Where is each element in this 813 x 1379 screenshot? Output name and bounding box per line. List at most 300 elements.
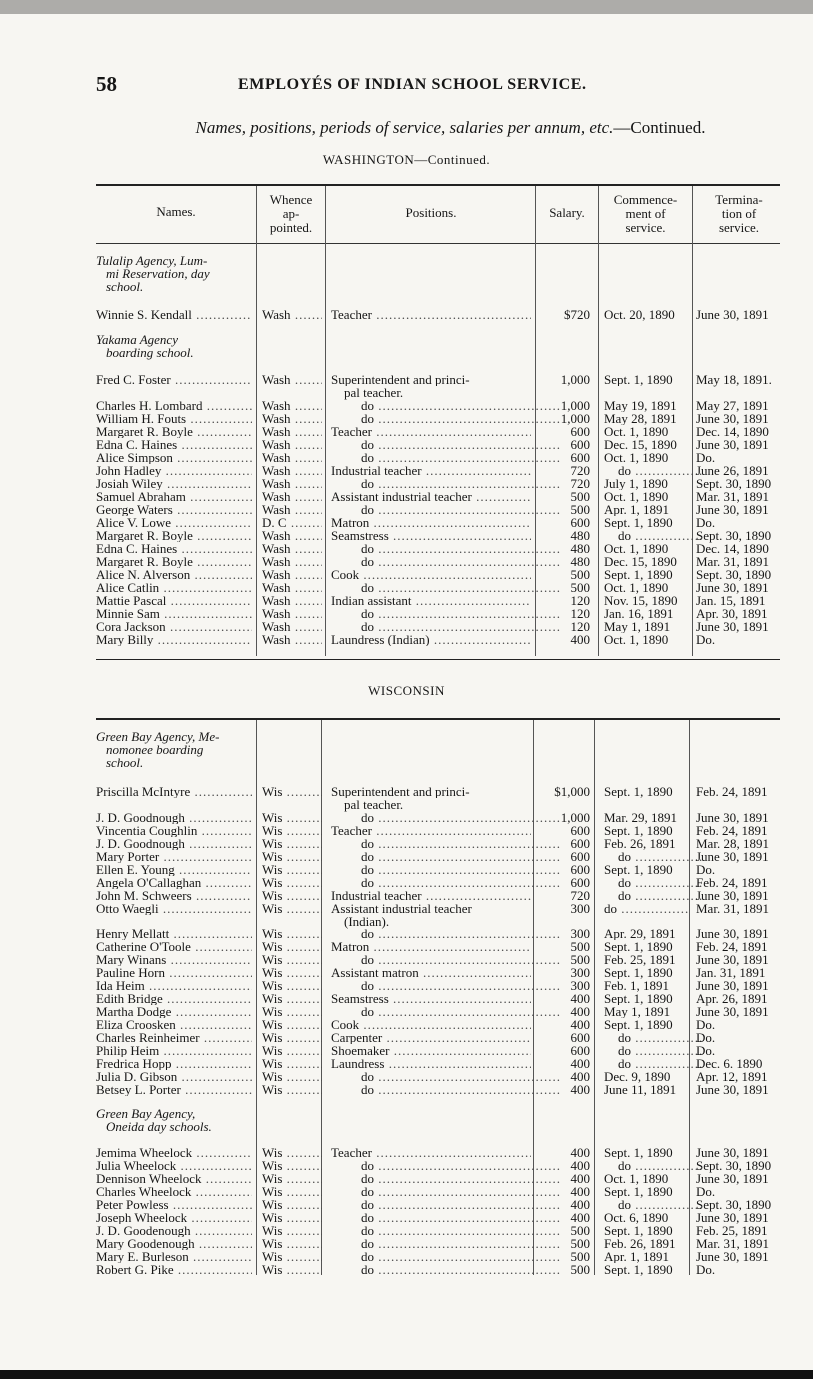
- salary: 500: [570, 502, 590, 517]
- termination-date: June 30, 1891: [696, 1171, 769, 1186]
- termination-date: June 30, 1891: [696, 978, 769, 993]
- table-row: [0, 308, 813, 321]
- table-row: [0, 542, 813, 555]
- whence-appointed: Wis .....: [262, 1031, 322, 1044]
- position: Teacher .....: [331, 1146, 531, 1159]
- salary: 500: [570, 952, 590, 967]
- commencement-date: do .....: [604, 876, 704, 889]
- table-row: [0, 889, 813, 902]
- header-names: Names.: [156, 204, 196, 219]
- table-row: [0, 953, 813, 966]
- group-heading-line: Green Bay Agency,: [96, 1106, 196, 1121]
- commencement-date: Sept. 1, 1890: [604, 966, 673, 979]
- table-row: [0, 464, 813, 477]
- position: do .....: [331, 412, 561, 425]
- position: Assistant industrial teacher: [331, 902, 472, 915]
- employee-name: Mary E. Burleson .....: [96, 1250, 252, 1263]
- header-whence-line: Whence: [269, 192, 313, 207]
- group-heading-yakama: [96, 333, 252, 359]
- employee-name: Minnie Sam .....: [96, 607, 252, 620]
- table-row: [0, 1224, 813, 1237]
- employee-name: Mattie Pascal .....: [96, 594, 252, 607]
- scan-edge-noise: [0, 0, 813, 14]
- table-row: [0, 876, 813, 889]
- employee-name: Fredrica Hopp .....: [96, 1057, 252, 1070]
- salary: 300: [570, 965, 590, 980]
- commencement-date: Sept. 1, 1890: [604, 568, 673, 581]
- table-row: [0, 1211, 813, 1224]
- position: Assistant matron .....: [331, 966, 531, 979]
- whence-appointed: D. C .....: [262, 516, 322, 529]
- position: do .....: [331, 1083, 561, 1096]
- salary: $1,000: [554, 784, 590, 799]
- whence-appointed: Wash .....: [262, 503, 322, 516]
- position: do .....: [331, 1237, 561, 1250]
- position: Teacher .....: [331, 824, 531, 837]
- position: do .....: [331, 503, 561, 516]
- salary: 1,000: [560, 398, 590, 413]
- group-heading-line: Green Bay Agency, Me-: [96, 729, 220, 744]
- position: do .....: [331, 1005, 561, 1018]
- table-row: [0, 927, 813, 940]
- employee-name: Otto Waegli .....: [96, 902, 252, 915]
- whence-appointed: Wis .....: [262, 1172, 322, 1185]
- whence-appointed: Wash .....: [262, 620, 322, 633]
- commencement-date: Sept. 1, 1890: [604, 1224, 673, 1237]
- termination-date: June 30, 1891: [696, 888, 769, 903]
- washington-table-bottom-rule: [96, 659, 780, 660]
- position: do .....: [331, 1070, 561, 1083]
- table-row: [0, 1263, 813, 1276]
- termination-date: Dec. 14, 1890: [696, 424, 769, 439]
- employee-name: Margaret R. Boyle .....: [96, 555, 252, 568]
- salary: 400: [570, 1069, 590, 1084]
- commencement-date: do .....: [604, 889, 704, 902]
- position: Shoemaker .....: [331, 1044, 531, 1057]
- whence-appointed: Wis .....: [262, 1070, 322, 1083]
- salary: 500: [570, 1249, 590, 1264]
- whence-appointed: Wis .....: [262, 902, 322, 915]
- salary: 500: [570, 1223, 590, 1238]
- termination-date: June 30, 1891: [696, 411, 769, 426]
- termination-date: Do.: [696, 1184, 716, 1199]
- termination-date: Feb. 24, 1891: [696, 823, 768, 838]
- employee-name: William H. Fouts .....: [96, 412, 252, 425]
- header-commencement-line: ment of: [625, 206, 666, 221]
- position-continued: pal teacher.: [344, 797, 404, 812]
- employee-name: Philip Heim .....: [96, 1044, 252, 1057]
- salary: 400: [570, 1145, 590, 1160]
- header-termination-line: Termina-: [715, 192, 763, 207]
- whence-appointed: Wash .....: [262, 464, 322, 477]
- whence-appointed: Wash .....: [262, 399, 322, 412]
- table-row: [0, 1185, 813, 1198]
- table-row: [0, 1057, 813, 1070]
- salary: 600: [570, 424, 590, 439]
- table-row: [0, 902, 813, 915]
- salary: 600: [570, 450, 590, 465]
- whence-appointed: Wis .....: [262, 811, 322, 824]
- salary: 480: [570, 554, 590, 569]
- salary: 400: [570, 1171, 590, 1186]
- whence-appointed: Wis .....: [262, 953, 322, 966]
- commencement-date: Apr. 29, 1891: [604, 927, 676, 940]
- position: Seamstress .....: [331, 992, 531, 1005]
- whence-appointed: Wash .....: [262, 555, 322, 568]
- whence-appointed: Wis .....: [262, 1005, 322, 1018]
- table-row: [0, 425, 813, 438]
- commencement-date: Apr. 1, 1891: [604, 1250, 669, 1263]
- group-heading-oneida: [96, 1107, 252, 1133]
- commencement-date: May 1, 1891: [604, 1005, 671, 1018]
- header-positions: Positions.: [405, 205, 457, 220]
- whence-appointed: Wis .....: [262, 992, 322, 1005]
- termination-date: Feb. 24, 1891: [696, 939, 768, 954]
- table-row: [0, 1070, 813, 1083]
- termination-date: Sept. 30, 1890: [696, 1158, 772, 1173]
- table-row: [0, 555, 813, 568]
- termination-date: June 30, 1891: [696, 619, 769, 634]
- whence-appointed: Wash .....: [262, 542, 322, 555]
- commencement-date: Oct. 1, 1890: [604, 425, 669, 438]
- position: Seamstress .....: [331, 529, 531, 542]
- commencement-date: Oct. 1, 1890: [604, 542, 669, 555]
- termination-date: June 30, 1891: [696, 1249, 769, 1264]
- whence-appointed: Wis .....: [262, 850, 322, 863]
- position: Matron .....: [331, 940, 531, 953]
- whence-appointed: Wis .....: [262, 889, 322, 902]
- group-heading-menomonee: [96, 730, 252, 769]
- table-row: [0, 1237, 813, 1250]
- salary: 400: [570, 1184, 590, 1199]
- washington-heading: WASHINGTON—Continued.: [322, 152, 491, 167]
- employee-name: Peter Powless .....: [96, 1198, 252, 1211]
- commencement-date: Nov. 15, 1890: [604, 594, 678, 607]
- termination-date: June 30, 1891: [696, 307, 769, 322]
- employee-name: Samuel Abraham .....: [96, 490, 252, 503]
- termination-date: Sept. 30, 1890: [696, 567, 772, 582]
- whence-appointed: Wis .....: [262, 940, 322, 953]
- commencement-date: Sept. 1, 1890: [604, 940, 673, 953]
- position: do .....: [331, 837, 561, 850]
- employee-name: Vincentia Coughlin .....: [96, 824, 252, 837]
- commencement-date: Sept. 1, 1890: [604, 785, 673, 798]
- wisconsin-table-top-rule: [96, 718, 780, 720]
- termination-date: Sept. 30, 1890: [696, 476, 772, 491]
- employee-name: Angela O'Callaghan .....: [96, 876, 252, 889]
- table-row: [0, 785, 813, 798]
- position: do .....: [331, 1211, 561, 1224]
- table-row: [0, 1083, 813, 1096]
- table-row: [0, 863, 813, 876]
- table-row: [0, 824, 813, 837]
- employee-name: Alice N. Alverson .....: [96, 568, 252, 581]
- whence-appointed: Wash .....: [262, 607, 322, 620]
- termination-date: Sept. 30, 1890: [696, 1197, 772, 1212]
- termination-date: Mar. 31, 1891: [696, 1236, 769, 1251]
- scan-bottom-edge: [0, 1370, 813, 1379]
- commencement-date: July 1, 1890: [604, 477, 668, 490]
- employee-name: Julia Wheelock .....: [96, 1159, 252, 1172]
- termination-date: Do.: [696, 1262, 716, 1277]
- header-termination: [693, 193, 785, 235]
- commencement-date: do .....: [604, 1198, 704, 1211]
- commencement-date: May 19, 1891: [604, 399, 677, 412]
- position: do .....: [331, 607, 561, 620]
- whence-appointed: Wis .....: [262, 1044, 322, 1057]
- whence-appointed: Wash .....: [262, 581, 322, 594]
- subtitle-italic: Names, positions, periods of service, salaries per annum, etc.: [195, 118, 614, 137]
- commencement-date: do .....: [604, 1044, 704, 1057]
- termination-date: June 30, 1891: [696, 849, 769, 864]
- table-row: [0, 594, 813, 607]
- employee-name: Josiah Wiley .....: [96, 477, 252, 490]
- position: do .....: [331, 1250, 561, 1263]
- commencement-date: Oct. 20, 1890: [604, 308, 675, 321]
- salary: 600: [570, 862, 590, 877]
- termination-date: Mar. 31, 1891: [696, 901, 769, 916]
- whence-appointed: Wis .....: [262, 979, 322, 992]
- commencement-date: do .....: [604, 1159, 704, 1172]
- termination-date: Feb. 24, 1891: [696, 784, 768, 799]
- commencement-date: Sept. 1, 1890: [604, 373, 673, 386]
- whence-appointed: Wash .....: [262, 633, 322, 646]
- salary: 1,000: [560, 411, 590, 426]
- whence-appointed: Wash .....: [262, 490, 322, 503]
- whence-appointed: Wis .....: [262, 1159, 322, 1172]
- employee-name: J. D. Goodenough .....: [96, 1224, 252, 1237]
- employee-name: Ida Heim .....: [96, 979, 252, 992]
- whence-appointed: Wash .....: [262, 568, 322, 581]
- whence-appointed: Wis .....: [262, 876, 322, 889]
- table-row: [0, 1159, 813, 1172]
- employee-name: Martha Dodge .....: [96, 1005, 252, 1018]
- termination-date: Do.: [696, 632, 716, 647]
- position: Assistant industrial teacher .....: [331, 490, 531, 503]
- position: Laundress (Indian) .....: [331, 633, 531, 646]
- termination-date: June 30, 1891: [696, 580, 769, 595]
- employee-name: Eliza Croosken .....: [96, 1018, 252, 1031]
- employee-name: Catherine O'Toole .....: [96, 940, 252, 953]
- salary: 1,000: [560, 810, 590, 825]
- salary: 300: [570, 978, 590, 993]
- position: do .....: [331, 927, 561, 940]
- whence-appointed: Wash .....: [262, 412, 322, 425]
- position: Cook .....: [331, 1018, 531, 1031]
- termination-date: Sept. 30, 1890: [696, 528, 772, 543]
- whence-appointed: Wis .....: [262, 1211, 322, 1224]
- salary: 1,000: [560, 372, 590, 387]
- commencement-date: Dec. 9, 1890: [604, 1070, 671, 1083]
- table-row: [0, 373, 813, 386]
- commencement-date: Sept. 1, 1890: [604, 1263, 673, 1276]
- table-row: [0, 940, 813, 953]
- page-title: EMPLOYÉS OF INDIAN SCHOOL SERVICE.: [238, 76, 587, 93]
- table-row: [0, 412, 813, 425]
- position: do .....: [331, 1185, 561, 1198]
- position: Teacher .....: [331, 308, 531, 321]
- employee-name: Pauline Horn .....: [96, 966, 252, 979]
- table-row: [0, 399, 813, 412]
- table-row: [0, 979, 813, 992]
- position-continued: pal teacher.: [344, 385, 404, 400]
- termination-date: Jan. 31, 1891: [696, 965, 766, 980]
- position: do .....: [331, 1263, 561, 1276]
- whence-appointed: Wash .....: [262, 594, 322, 607]
- table-row: [0, 451, 813, 464]
- whence-appointed: Wash .....: [262, 529, 322, 542]
- whence-appointed: Wash .....: [262, 438, 322, 451]
- whence-appointed: Wash .....: [262, 373, 322, 386]
- position: do .....: [331, 863, 561, 876]
- salary: 500: [570, 1236, 590, 1251]
- employee-name: Betsey L. Porter .....: [96, 1083, 252, 1096]
- header-commencement-line: Commence-: [613, 192, 678, 207]
- termination-date: Do.: [696, 1043, 716, 1058]
- table-row: [0, 837, 813, 850]
- employee-name: Cora Jackson .....: [96, 620, 252, 633]
- whence-appointed: Wis .....: [262, 1250, 322, 1263]
- termination-date: Apr. 30, 1891: [696, 606, 768, 621]
- employee-name: John Hadley .....: [96, 464, 252, 477]
- whence-appointed: Wis .....: [262, 966, 322, 979]
- position: Laundress .....: [331, 1057, 531, 1070]
- whence-appointed: Wash .....: [262, 451, 322, 464]
- position: do .....: [331, 1224, 561, 1237]
- position: do .....: [331, 811, 561, 824]
- position: Superintendent and princi-: [331, 785, 470, 798]
- position: Cook .....: [331, 568, 531, 581]
- termination-date: Mar. 31, 1891: [696, 489, 769, 504]
- salary: 600: [570, 1043, 590, 1058]
- commencement-date: do .....: [604, 529, 704, 542]
- salary: 500: [570, 489, 590, 504]
- commencement-date: Dec. 15, 1890: [604, 555, 677, 568]
- termination-date: Dec. 14, 1890: [696, 541, 769, 556]
- salary: 600: [570, 437, 590, 452]
- group-heading-line: mi Reservation, day: [106, 266, 210, 281]
- whence-appointed: Wis .....: [262, 1198, 322, 1211]
- table-row: [0, 992, 813, 1005]
- table-row: [0, 568, 813, 581]
- salary: 400: [570, 1197, 590, 1212]
- termination-date: June 30, 1891: [696, 810, 769, 825]
- position: do .....: [331, 979, 561, 992]
- employee-name: Alice V. Lowe .....: [96, 516, 252, 529]
- position: Matron .....: [331, 516, 531, 529]
- table-row: [0, 477, 813, 490]
- group-heading-line: Yakama Agency: [96, 332, 178, 347]
- termination-date: May 18, 1891.: [696, 372, 772, 387]
- position: do .....: [331, 1198, 561, 1211]
- salary: 720: [570, 463, 590, 478]
- salary: 120: [570, 619, 590, 634]
- position: Teacher .....: [331, 425, 531, 438]
- employee-name: Alice Catlin .....: [96, 581, 252, 594]
- commencement-date: do .....: [604, 464, 704, 477]
- employee-name: Mary Porter .....: [96, 850, 252, 863]
- employee-name: George Waters .....: [96, 503, 252, 516]
- commencement-date: Oct. 1, 1890: [604, 633, 669, 646]
- employee-name: Julia D. Gibson .....: [96, 1070, 252, 1083]
- salary: 480: [570, 541, 590, 556]
- salary: 480: [570, 528, 590, 543]
- termination-date: Do.: [696, 515, 716, 530]
- commencement-date: June 11, 1891: [604, 1083, 677, 1096]
- employee-name: Dennison Wheelock .....: [96, 1172, 252, 1185]
- table-row: [0, 503, 813, 516]
- commencement-date: Sept. 1, 1890: [604, 516, 673, 529]
- table-row: [0, 1031, 813, 1044]
- commencement-date: Jan. 16, 1891: [604, 607, 674, 620]
- termination-date: Jan. 15, 1891: [696, 593, 766, 608]
- employee-name: Ellen E. Young .....: [96, 863, 252, 876]
- header-whence: [257, 193, 325, 235]
- commencement-date: Feb. 26, 1891: [604, 1237, 676, 1250]
- termination-date: June 30, 1891: [696, 1082, 769, 1097]
- commencement-date: Sept. 1, 1890: [604, 1185, 673, 1198]
- employee-name: Edna C. Haines .....: [96, 542, 252, 555]
- termination-date: Do.: [696, 1017, 716, 1032]
- position: do .....: [331, 438, 561, 451]
- table-row: [0, 620, 813, 633]
- table-top-rule: [96, 184, 780, 186]
- commencement-date: Oct. 1, 1890: [604, 1172, 669, 1185]
- whence-appointed: Wis .....: [262, 863, 322, 876]
- header-commencement-line: service.: [625, 220, 666, 235]
- employee-name: J. D. Goodnough .....: [96, 811, 252, 824]
- salary: 400: [570, 1158, 590, 1173]
- termination-date: Apr. 12, 1891: [696, 1069, 768, 1084]
- table-row: [0, 607, 813, 620]
- salary: 600: [570, 849, 590, 864]
- termination-date: June 30, 1891: [696, 926, 769, 941]
- commencement-date: Oct. 1, 1890: [604, 451, 669, 464]
- salary: 600: [570, 515, 590, 530]
- salary: 400: [570, 1017, 590, 1032]
- salary: 600: [570, 823, 590, 838]
- position: Superintendent and princi-: [331, 373, 470, 386]
- position: do .....: [331, 850, 561, 863]
- termination-date: Mar. 28, 1891: [696, 836, 769, 851]
- employee-name: Jemima Wheelock .....: [96, 1146, 252, 1159]
- page-subtitle: [0, 118, 813, 138]
- header-termination-line: tion of: [721, 206, 757, 221]
- table-row: [0, 811, 813, 824]
- employee-name: Mary Goodenough .....: [96, 1237, 252, 1250]
- commencement-date: Feb. 1, 1891: [604, 979, 669, 992]
- employee-name: J. D. Goodnough .....: [96, 837, 252, 850]
- table-row: [0, 633, 813, 646]
- termination-date: June 30, 1891: [696, 952, 769, 967]
- salary: 120: [570, 593, 590, 608]
- employee-name: Charles H. Lombard .....: [96, 399, 252, 412]
- position: do .....: [331, 477, 561, 490]
- employee-name: Alice Simpson .....: [96, 451, 252, 464]
- whence-appointed: Wis .....: [262, 1083, 322, 1096]
- salary: 500: [570, 567, 590, 582]
- employee-name: Winnie S. Kendall .....: [96, 308, 252, 321]
- group-heading-line: school.: [106, 755, 144, 770]
- commencement-date: Oct. 1, 1890: [604, 490, 669, 503]
- commencement-date: do .....: [604, 850, 704, 863]
- employee-name: Edith Bridge .....: [96, 992, 252, 1005]
- whence-appointed: Wis .....: [262, 1224, 322, 1237]
- whence-appointed: Wis .....: [262, 1146, 322, 1159]
- header-whence-line: pointed.: [269, 220, 313, 235]
- whence-appointed: Wis .....: [262, 1057, 322, 1070]
- termination-date: Do.: [696, 1030, 716, 1045]
